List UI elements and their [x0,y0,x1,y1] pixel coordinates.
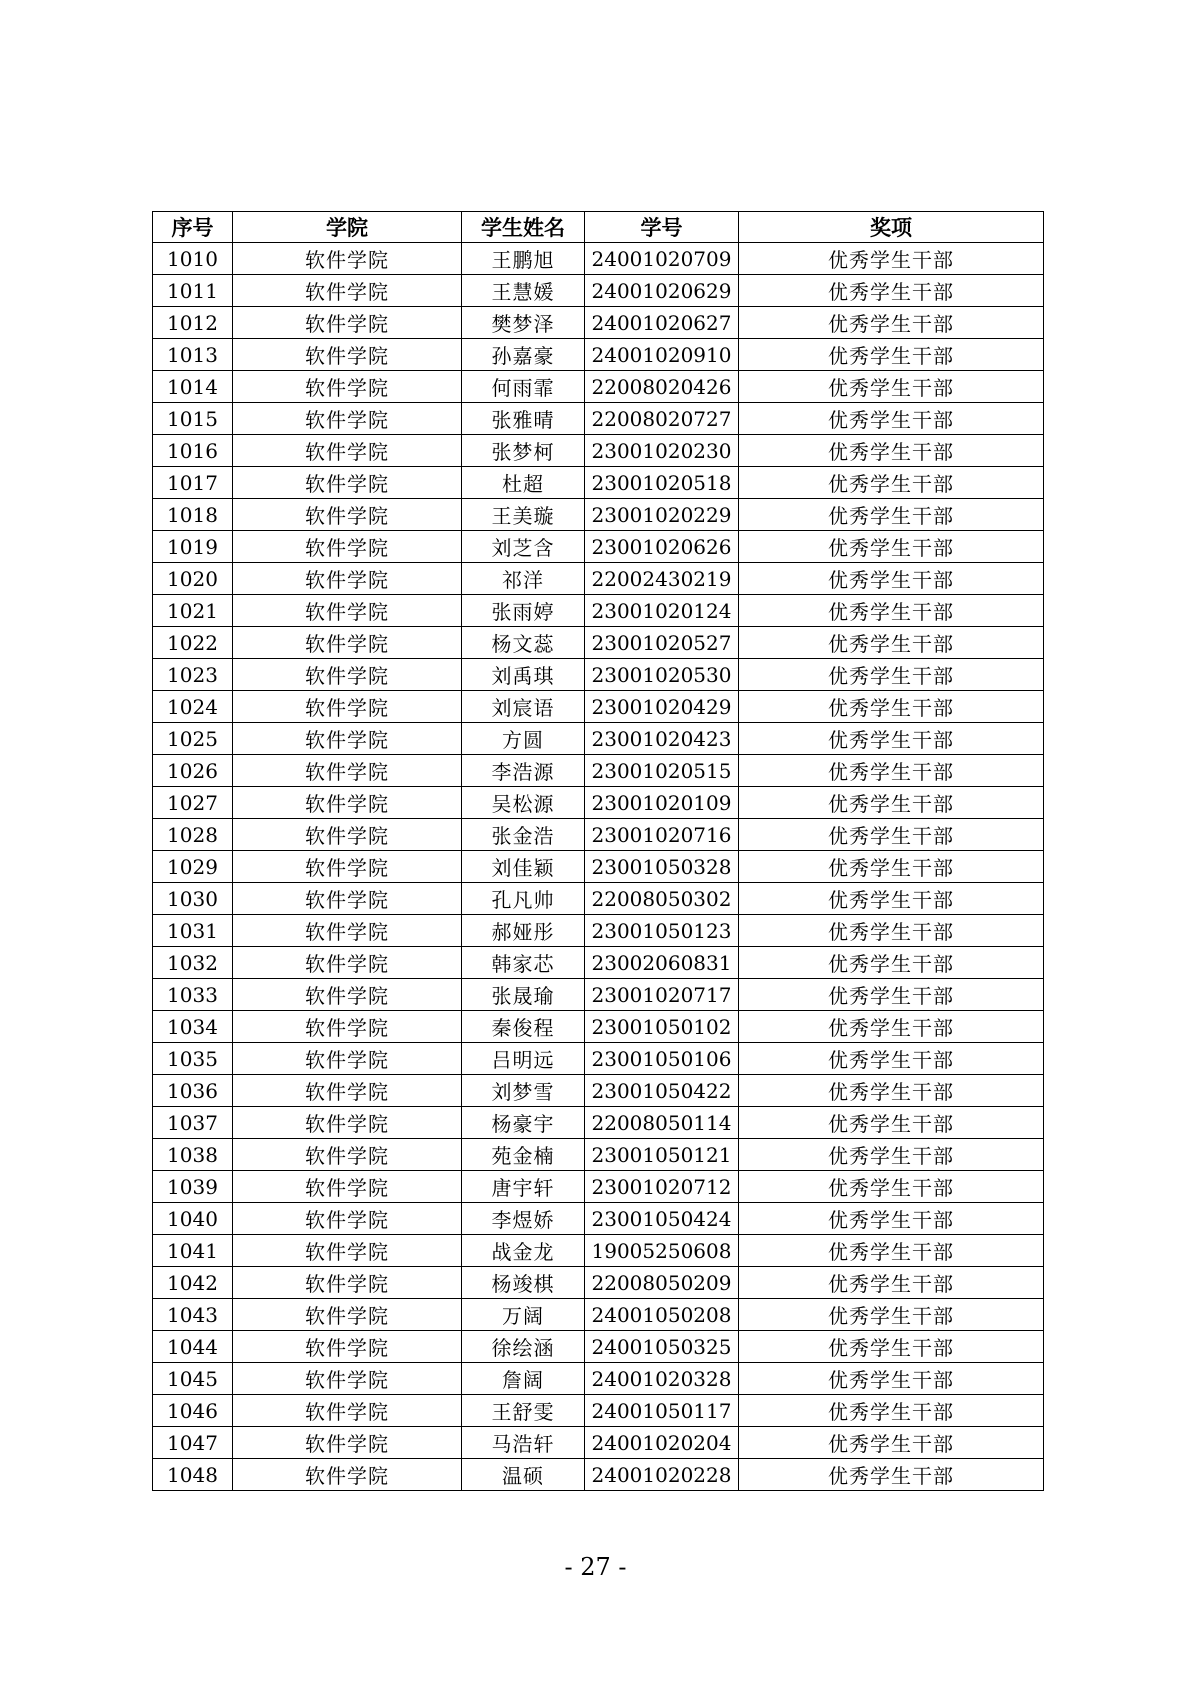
table-row [153,755,1044,787]
student-id-cell: 24001020627 [585,307,739,339]
student-name-cell: 孔凡帅 [462,883,585,915]
college-cell: 软件学院 [233,1299,462,1331]
student-name-cell: 刘禹琪 [462,659,585,691]
student-id-cell: 24001020204 [585,1427,739,1459]
index-cell: 1034 [153,1011,233,1043]
index-cell: 1015 [153,403,233,435]
student-name-cell: 唐宇轩 [462,1171,585,1203]
college-cell: 软件学院 [233,1363,462,1395]
college-cell: 软件学院 [233,1139,462,1171]
student-name-cell: 战金龙 [462,1235,585,1267]
student-name-cell: 万阔 [462,1299,585,1331]
index-cell: 1022 [153,627,233,659]
student-id-cell: 24001020228 [585,1459,739,1491]
table-row [153,307,1044,339]
student-name-cell: 张雅晴 [462,403,585,435]
student-name-cell: 何雨霏 [462,371,585,403]
index-cell: 1025 [153,723,233,755]
award-cell: 优秀学生干部 [739,691,1044,723]
college-cell: 软件学院 [233,851,462,883]
index-cell: 1037 [153,1107,233,1139]
index-cell: 1019 [153,531,233,563]
index-cell: 1038 [153,1139,233,1171]
table-row [153,627,1044,659]
table-row [153,691,1044,723]
header-student-id: 学号 [585,212,739,243]
index-cell: 1028 [153,819,233,851]
award-cell: 优秀学生干部 [739,1299,1044,1331]
header-row [153,212,1044,243]
award-cell: 优秀学生干部 [739,659,1044,691]
table-row [153,1171,1044,1203]
college-cell: 软件学院 [233,947,462,979]
award-cell: 优秀学生干部 [739,1107,1044,1139]
award-cell: 优秀学生干部 [739,1043,1044,1075]
student-id-cell: 23001020626 [585,531,739,563]
header-award: 奖项 [739,212,1044,243]
table-row [153,531,1044,563]
college-cell: 软件学院 [233,1427,462,1459]
award-cell: 优秀学生干部 [739,1395,1044,1427]
index-cell: 1012 [153,307,233,339]
table-row [153,1299,1044,1331]
student-name-cell: 徐绘涵 [462,1331,585,1363]
index-cell: 1043 [153,1299,233,1331]
student-id-cell: 23001020515 [585,755,739,787]
college-cell: 软件学院 [233,755,462,787]
student-name-cell: 李煜娇 [462,1203,585,1235]
index-cell: 1045 [153,1363,233,1395]
table-row [153,595,1044,627]
index-cell: 1033 [153,979,233,1011]
student-name-cell: 张雨婷 [462,595,585,627]
student-id-cell: 23001050123 [585,915,739,947]
table-row [153,915,1044,947]
award-cell: 优秀学生干部 [739,723,1044,755]
college-cell: 软件学院 [233,403,462,435]
college-cell: 软件学院 [233,1075,462,1107]
table-row [153,467,1044,499]
college-cell: 软件学院 [233,499,462,531]
student-name-cell: 秦俊程 [462,1011,585,1043]
student-id-cell: 23001020229 [585,499,739,531]
student-name-cell: 王慧媛 [462,275,585,307]
table-row [153,947,1044,979]
student-id-cell: 23001020530 [585,659,739,691]
student-id-cell: 24001050325 [585,1331,739,1363]
student-name-cell: 张晟瑜 [462,979,585,1011]
index-cell: 1032 [153,947,233,979]
college-cell: 软件学院 [233,563,462,595]
college-cell: 软件学院 [233,787,462,819]
student-name-cell: 李浩源 [462,755,585,787]
table-row [153,1203,1044,1235]
index-cell: 1048 [153,1459,233,1491]
student-name-cell: 刘芝含 [462,531,585,563]
index-cell: 1035 [153,1043,233,1075]
college-cell: 软件学院 [233,531,462,563]
student-id-cell: 23001020109 [585,787,739,819]
college-cell: 软件学院 [233,1459,462,1491]
student-name-cell: 苑金楠 [462,1139,585,1171]
award-cell: 优秀学生干部 [739,1075,1044,1107]
college-cell: 软件学院 [233,883,462,915]
award-cell: 优秀学生干部 [739,595,1044,627]
award-cell: 优秀学生干部 [739,435,1044,467]
college-cell: 软件学院 [233,659,462,691]
table-row [153,819,1044,851]
student-name-cell: 杨文蕊 [462,627,585,659]
table-row [153,1235,1044,1267]
award-cell: 优秀学生干部 [739,947,1044,979]
student-id-cell: 24001020328 [585,1363,739,1395]
index-cell: 1031 [153,915,233,947]
table-row [153,659,1044,691]
college-cell: 软件学院 [233,467,462,499]
student-id-cell: 23001020518 [585,467,739,499]
index-cell: 1013 [153,339,233,371]
student-name-cell: 祁洋 [462,563,585,595]
award-cell: 优秀学生干部 [739,883,1044,915]
college-cell: 软件学院 [233,1331,462,1363]
student-name-cell: 王美璇 [462,499,585,531]
college-cell: 软件学院 [233,243,462,275]
table-row [153,1395,1044,1427]
index-cell: 1029 [153,851,233,883]
student-name-cell: 郝娅彤 [462,915,585,947]
header-student-name: 学生姓名 [462,212,585,243]
table-header [153,212,1044,243]
student-id-cell: 23001050422 [585,1075,739,1107]
award-cell: 优秀学生干部 [739,915,1044,947]
index-cell: 1017 [153,467,233,499]
table-row [153,403,1044,435]
award-cell: 优秀学生干部 [739,787,1044,819]
student-id-cell: 23001020423 [585,723,739,755]
student-name-cell: 吕明远 [462,1043,585,1075]
college-cell: 软件学院 [233,1267,462,1299]
index-cell: 1027 [153,787,233,819]
index-cell: 1042 [153,1267,233,1299]
index-cell: 1024 [153,691,233,723]
college-cell: 软件学院 [233,275,462,307]
table-row [153,1363,1044,1395]
college-cell: 软件学院 [233,339,462,371]
student-id-cell: 22008020727 [585,403,739,435]
college-cell: 软件学院 [233,819,462,851]
index-cell: 1011 [153,275,233,307]
table-row [153,1331,1044,1363]
index-cell: 1010 [153,243,233,275]
student-id-cell: 22008050209 [585,1267,739,1299]
student-id-cell: 24001020709 [585,243,739,275]
table-row [153,787,1044,819]
college-cell: 软件学院 [233,371,462,403]
table-row [153,1011,1044,1043]
table-row [153,275,1044,307]
award-cell: 优秀学生干部 [739,339,1044,371]
index-cell: 1041 [153,1235,233,1267]
student-name-cell: 张梦柯 [462,435,585,467]
index-cell: 1044 [153,1331,233,1363]
table-row [153,499,1044,531]
table-row [153,1427,1044,1459]
table-row [153,1267,1044,1299]
student-id-cell: 23001050328 [585,851,739,883]
table-row [153,1139,1044,1171]
index-cell: 1036 [153,1075,233,1107]
college-cell: 软件学院 [233,1043,462,1075]
student-id-cell: 23001020429 [585,691,739,723]
award-cell: 优秀学生干部 [739,851,1044,883]
college-cell: 软件学院 [233,627,462,659]
award-cell: 优秀学生干部 [739,307,1044,339]
index-cell: 1018 [153,499,233,531]
index-cell: 1021 [153,595,233,627]
award-cell: 优秀学生干部 [739,1203,1044,1235]
student-id-cell: 24001050117 [585,1395,739,1427]
award-cell: 优秀学生干部 [739,467,1044,499]
award-cell: 优秀学生干部 [739,1363,1044,1395]
college-cell: 软件学院 [233,1107,462,1139]
header-college: 学院 [233,212,462,243]
award-cell: 优秀学生干部 [739,979,1044,1011]
student-id-cell: 24001020629 [585,275,739,307]
index-cell: 1040 [153,1203,233,1235]
award-cell: 优秀学生干部 [739,819,1044,851]
table-row [153,883,1044,915]
student-id-cell: 22008050302 [585,883,739,915]
student-id-cell: 23001050121 [585,1139,739,1171]
student-name-cell: 马浩轩 [462,1427,585,1459]
student-name-cell: 温硕 [462,1459,585,1491]
award-cell: 优秀学生干部 [739,1427,1044,1459]
award-cell: 优秀学生干部 [739,1331,1044,1363]
index-cell: 1030 [153,883,233,915]
student-id-cell: 22008050114 [585,1107,739,1139]
student-name-cell: 詹阔 [462,1363,585,1395]
index-cell: 1047 [153,1427,233,1459]
index-cell: 1020 [153,563,233,595]
student-id-cell: 23001020124 [585,595,739,627]
student-id-cell: 23001020230 [585,435,739,467]
index-cell: 1046 [153,1395,233,1427]
college-cell: 软件学院 [233,723,462,755]
table-row [153,243,1044,275]
college-cell: 软件学院 [233,1395,462,1427]
award-cell: 优秀学生干部 [739,499,1044,531]
award-cell: 优秀学生干部 [739,1235,1044,1267]
college-cell: 软件学院 [233,979,462,1011]
table-row [153,339,1044,371]
college-cell: 软件学院 [233,595,462,627]
student-name-cell: 王舒雯 [462,1395,585,1427]
index-cell: 1026 [153,755,233,787]
college-cell: 软件学院 [233,1011,462,1043]
table-row [153,723,1044,755]
award-cell: 优秀学生干部 [739,1459,1044,1491]
student-name-cell: 樊梦泽 [462,307,585,339]
award-cell: 优秀学生干部 [739,403,1044,435]
student-id-cell: 24001020910 [585,339,739,371]
student-name-cell: 杨豪宇 [462,1107,585,1139]
index-cell: 1023 [153,659,233,691]
award-cell: 优秀学生干部 [739,1171,1044,1203]
award-cell: 优秀学生干部 [739,755,1044,787]
student-name-cell: 吴松源 [462,787,585,819]
college-cell: 软件学院 [233,915,462,947]
student-name-cell: 韩家芯 [462,947,585,979]
college-cell: 软件学院 [233,691,462,723]
index-cell: 1016 [153,435,233,467]
award-cell: 优秀学生干部 [739,243,1044,275]
table-body [153,243,1044,1491]
index-cell: 1039 [153,1171,233,1203]
college-cell: 软件学院 [233,307,462,339]
student-id-cell: 23001020527 [585,627,739,659]
college-cell: 软件学院 [233,1171,462,1203]
college-cell: 软件学院 [233,435,462,467]
table-row [153,1043,1044,1075]
student-name-cell: 孙嘉豪 [462,339,585,371]
student-id-cell: 22002430219 [585,563,739,595]
student-name-cell: 方圆 [462,723,585,755]
student-id-cell: 23001050106 [585,1043,739,1075]
table-row [153,563,1044,595]
student-name-cell: 杜超 [462,467,585,499]
student-name-cell: 王鹏旭 [462,243,585,275]
student-id-cell: 23001020712 [585,1171,739,1203]
student-id-cell: 24001050208 [585,1299,739,1331]
student-id-cell: 23001050102 [585,1011,739,1043]
award-cell: 优秀学生干部 [739,531,1044,563]
award-cell: 优秀学生干部 [739,627,1044,659]
college-cell: 软件学院 [233,1203,462,1235]
student-id-cell: 23001020716 [585,819,739,851]
student-name-cell: 杨竣棋 [462,1267,585,1299]
table-row [153,1107,1044,1139]
table-row [153,435,1044,467]
student-id-cell: 23001020717 [585,979,739,1011]
award-cell: 优秀学生干部 [739,371,1044,403]
student-id-cell: 23001050424 [585,1203,739,1235]
table-row [153,1459,1044,1491]
award-cell: 优秀学生干部 [739,1139,1044,1171]
header-index: 序号 [153,212,233,243]
table-row [153,851,1044,883]
student-name-cell: 刘梦雪 [462,1075,585,1107]
student-name-cell: 刘宸语 [462,691,585,723]
student-id-cell: 23002060831 [585,947,739,979]
award-cell: 优秀学生干部 [739,1267,1044,1299]
student-id-cell: 19005250608 [585,1235,739,1267]
student-id-cell: 22008020426 [585,371,739,403]
student-name-cell: 刘佳颖 [462,851,585,883]
table-row [153,979,1044,1011]
table-row [153,371,1044,403]
college-cell: 软件学院 [233,1235,462,1267]
page-number: - 27 - [564,1553,627,1581]
award-cell: 优秀学生干部 [739,563,1044,595]
award-cell: 优秀学生干部 [739,1011,1044,1043]
award-table [152,211,1044,1491]
index-cell: 1014 [153,371,233,403]
award-cell: 优秀学生干部 [739,275,1044,307]
student-name-cell: 张金浩 [462,819,585,851]
table-row [153,1075,1044,1107]
